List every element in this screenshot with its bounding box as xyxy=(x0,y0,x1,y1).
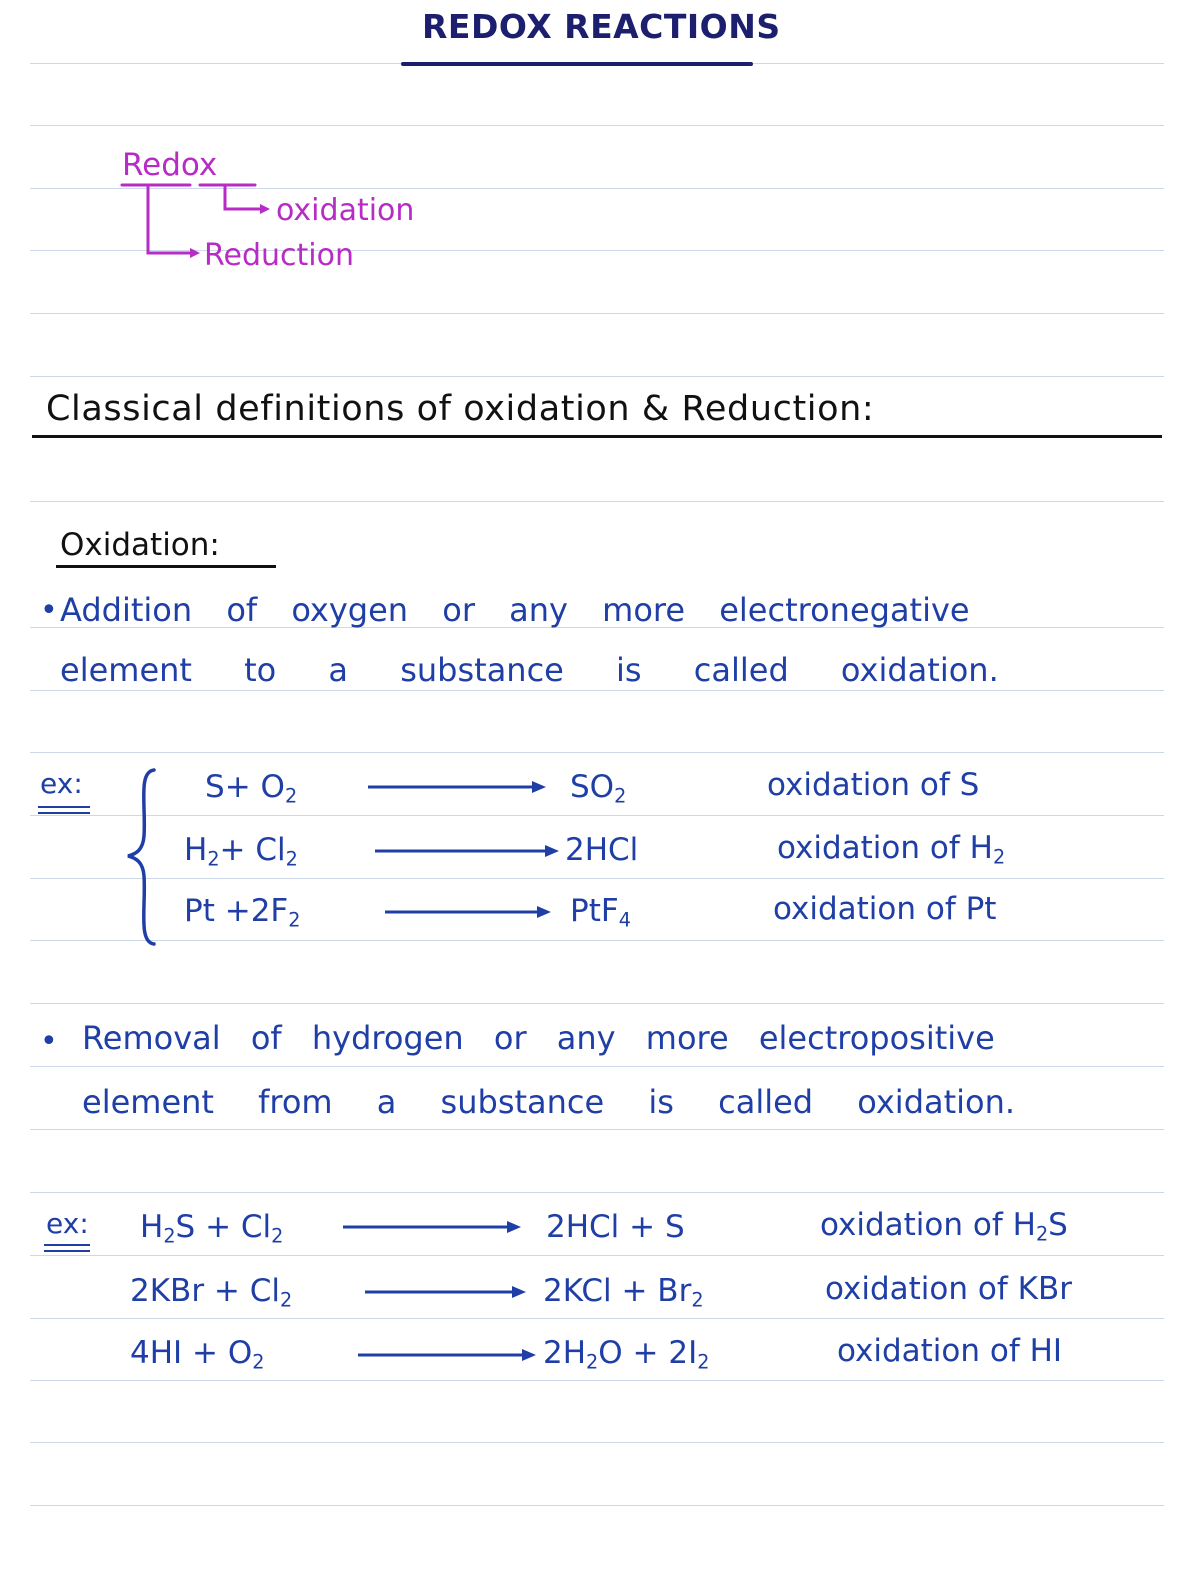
ruled-line xyxy=(30,940,1164,941)
ex1-row3-arrow xyxy=(385,903,553,921)
title-underline xyxy=(401,62,753,66)
ex2-row3-desc1: oxidation of HI xyxy=(837,1333,1063,1369)
section-heading-underline xyxy=(32,435,1162,438)
ex1-row3-rhs-sub: 4 xyxy=(618,908,631,932)
ex1-row2-arrow xyxy=(375,842,560,860)
subheading-underline xyxy=(56,565,276,568)
ex2-row3-desc xyxy=(837,1333,1063,1369)
ex2-row2-desc xyxy=(825,1271,1072,1307)
ex1-row1-lhs xyxy=(205,769,298,808)
ex-colon-2: : xyxy=(79,1207,89,1240)
def2-bullet: • xyxy=(40,1024,58,1059)
ex1-row3-rhs-text: PtF xyxy=(570,893,619,929)
ex1-row2-desc-text: oxidation of H xyxy=(777,830,993,866)
ex2-row3-lhs xyxy=(130,1335,265,1374)
def1-bullet: • xyxy=(40,593,58,628)
ruled-line xyxy=(30,752,1164,753)
ex2-row3-rhs2: O + 2I xyxy=(598,1335,698,1371)
page-title: REDOX REACTIONS xyxy=(422,7,781,46)
ex-colon: : xyxy=(73,767,83,800)
ex-label-text-2: ex xyxy=(46,1207,80,1240)
ex1-row2-desc xyxy=(777,830,1006,869)
ruled-line xyxy=(30,1442,1164,1443)
ex1-row1-lhs-a: S xyxy=(205,769,225,805)
ruled-line xyxy=(30,1003,1164,1004)
ex2-row1-desc2: S xyxy=(1048,1207,1068,1243)
ruled-line xyxy=(30,376,1164,377)
ex-label-2 xyxy=(46,1207,89,1240)
ex2-row3-rhs2-sub: 2 xyxy=(697,1350,710,1374)
ex-label-1 xyxy=(40,767,83,800)
redox-branch-oxidation: oxidation xyxy=(276,193,415,228)
ex2-row2-lhs xyxy=(130,1273,293,1312)
ex1-row3-desc xyxy=(773,891,997,927)
ruled-line xyxy=(30,1505,1164,1506)
ruled-line xyxy=(30,501,1164,502)
ruled-line xyxy=(30,690,1164,691)
def1-line1: Addition of oxygen or any more electronegative xyxy=(60,591,970,629)
def2-line1: Removal of hydrogen or any more electropositive xyxy=(82,1019,995,1057)
ex2-row1-arrow xyxy=(343,1218,523,1236)
ex2-row3-rhs1-sub: 2 xyxy=(586,1350,599,1374)
ex1-row1-arrow xyxy=(368,778,548,796)
ex2-row2-arrow xyxy=(365,1283,528,1301)
ex1-row1-lhs-b: O xyxy=(260,769,285,805)
ex1-row1-desc-text: oxidation of S xyxy=(767,767,980,803)
ruled-line xyxy=(30,1129,1164,1130)
ex2-row1-lhs2-sub: 2 xyxy=(271,1224,284,1248)
ex1-row3-lhs-a: Pt xyxy=(184,893,215,929)
ex1-row2-lhs-a-sub: 2 xyxy=(207,847,220,871)
ruled-line xyxy=(30,1380,1164,1381)
ex1-row3-rhs xyxy=(570,893,631,932)
ex2-row1-lhs2: S + Cl xyxy=(175,1209,272,1245)
ex1-row2-rhs xyxy=(565,832,639,868)
ex2-row3-lhs1: 4HI + O xyxy=(130,1335,253,1371)
ruled-line xyxy=(30,1066,1164,1067)
ex2-row3-lhs1-sub: 2 xyxy=(252,1350,265,1374)
def1-line2: element to a substance is called oxidation. xyxy=(60,651,999,689)
ex1-row1-rhs-text: SO xyxy=(570,769,615,805)
section-heading: Classical definitions of oxidation & Reduction: xyxy=(46,389,875,429)
ruled-line xyxy=(30,313,1164,314)
ruled-line xyxy=(30,1192,1164,1193)
ex2-row1-desc1: oxidation of H xyxy=(820,1207,1036,1243)
ex2-row1-lhs xyxy=(140,1209,284,1248)
ex1-row1-rhs-sub: 2 xyxy=(614,784,627,808)
ex1-row1-plus: + xyxy=(224,769,261,805)
ex2-row2-lhs1: 2KBr + Cl xyxy=(130,1273,281,1309)
def2-line2: element from a substance is called oxidation. xyxy=(82,1083,1016,1121)
ex1-row2-plus: + xyxy=(219,832,256,868)
ex1-row1-lhs-b-sub: 2 xyxy=(284,784,298,808)
ex2-row1-desc xyxy=(820,1207,1068,1246)
ex2-row2-rhs xyxy=(543,1273,704,1312)
ex-label-double-underline xyxy=(38,806,90,814)
ex1-row2-lhs-b-sub: 2 xyxy=(285,847,298,871)
ex2-row1-rhs1: 2HCl + S xyxy=(546,1209,685,1245)
ex1-row2-lhs-a: H xyxy=(184,832,208,868)
ex2-row2-lhs1-sub: 2 xyxy=(280,1288,293,1312)
ex2-row1-lhs1: H xyxy=(140,1209,164,1245)
ex2-row3-arrow xyxy=(358,1346,538,1364)
ex-label-text: ex xyxy=(40,767,74,800)
ruled-line xyxy=(30,878,1164,879)
ex1-row3-desc-text: oxidation of Pt xyxy=(773,891,997,927)
ex1-row3-lhs-b: F xyxy=(270,893,289,929)
ex1-row2-desc-sub: 2 xyxy=(992,845,1006,869)
ex2-row1-lhs1-sub: 2 xyxy=(163,1224,176,1248)
ex2-row2-desc1: oxidation of KBr xyxy=(825,1271,1072,1307)
redox-root: Redox xyxy=(122,147,218,183)
ruled-line xyxy=(30,815,1164,816)
redox-branch-reduction: Reduction xyxy=(204,238,354,273)
ex-label-double-underline-2 xyxy=(44,1244,90,1252)
ex1-row3-lhs-b-sub: 2 xyxy=(288,908,301,932)
ex2-row2-rhs1: 2KCl + Br xyxy=(543,1273,692,1309)
ex2-row1-rhs xyxy=(546,1209,685,1245)
ex1-row2-lhs-b: Cl xyxy=(255,832,286,868)
ex1-row3-plus: +2 xyxy=(214,893,271,929)
ex1-row3-lhs xyxy=(184,893,301,932)
ex1-row2-lhs xyxy=(184,832,298,871)
curly-brace xyxy=(118,766,158,948)
ex2-row2-rhs1-sub: 2 xyxy=(691,1288,704,1312)
ex1-row1-rhs xyxy=(570,769,627,808)
ex2-row3-rhs1: 2H xyxy=(543,1335,587,1371)
subheading-oxidation: Oxidation: xyxy=(60,527,220,563)
ruled-line xyxy=(30,125,1164,126)
ex2-row1-desc-sub: 2 xyxy=(1035,1222,1049,1246)
ruled-line xyxy=(30,1255,1164,1256)
ruled-line xyxy=(30,1318,1164,1319)
ex2-row3-rhs xyxy=(543,1335,710,1374)
ex1-row1-desc xyxy=(767,767,980,803)
ex1-row2-rhs-text: 2HCl xyxy=(565,832,639,868)
